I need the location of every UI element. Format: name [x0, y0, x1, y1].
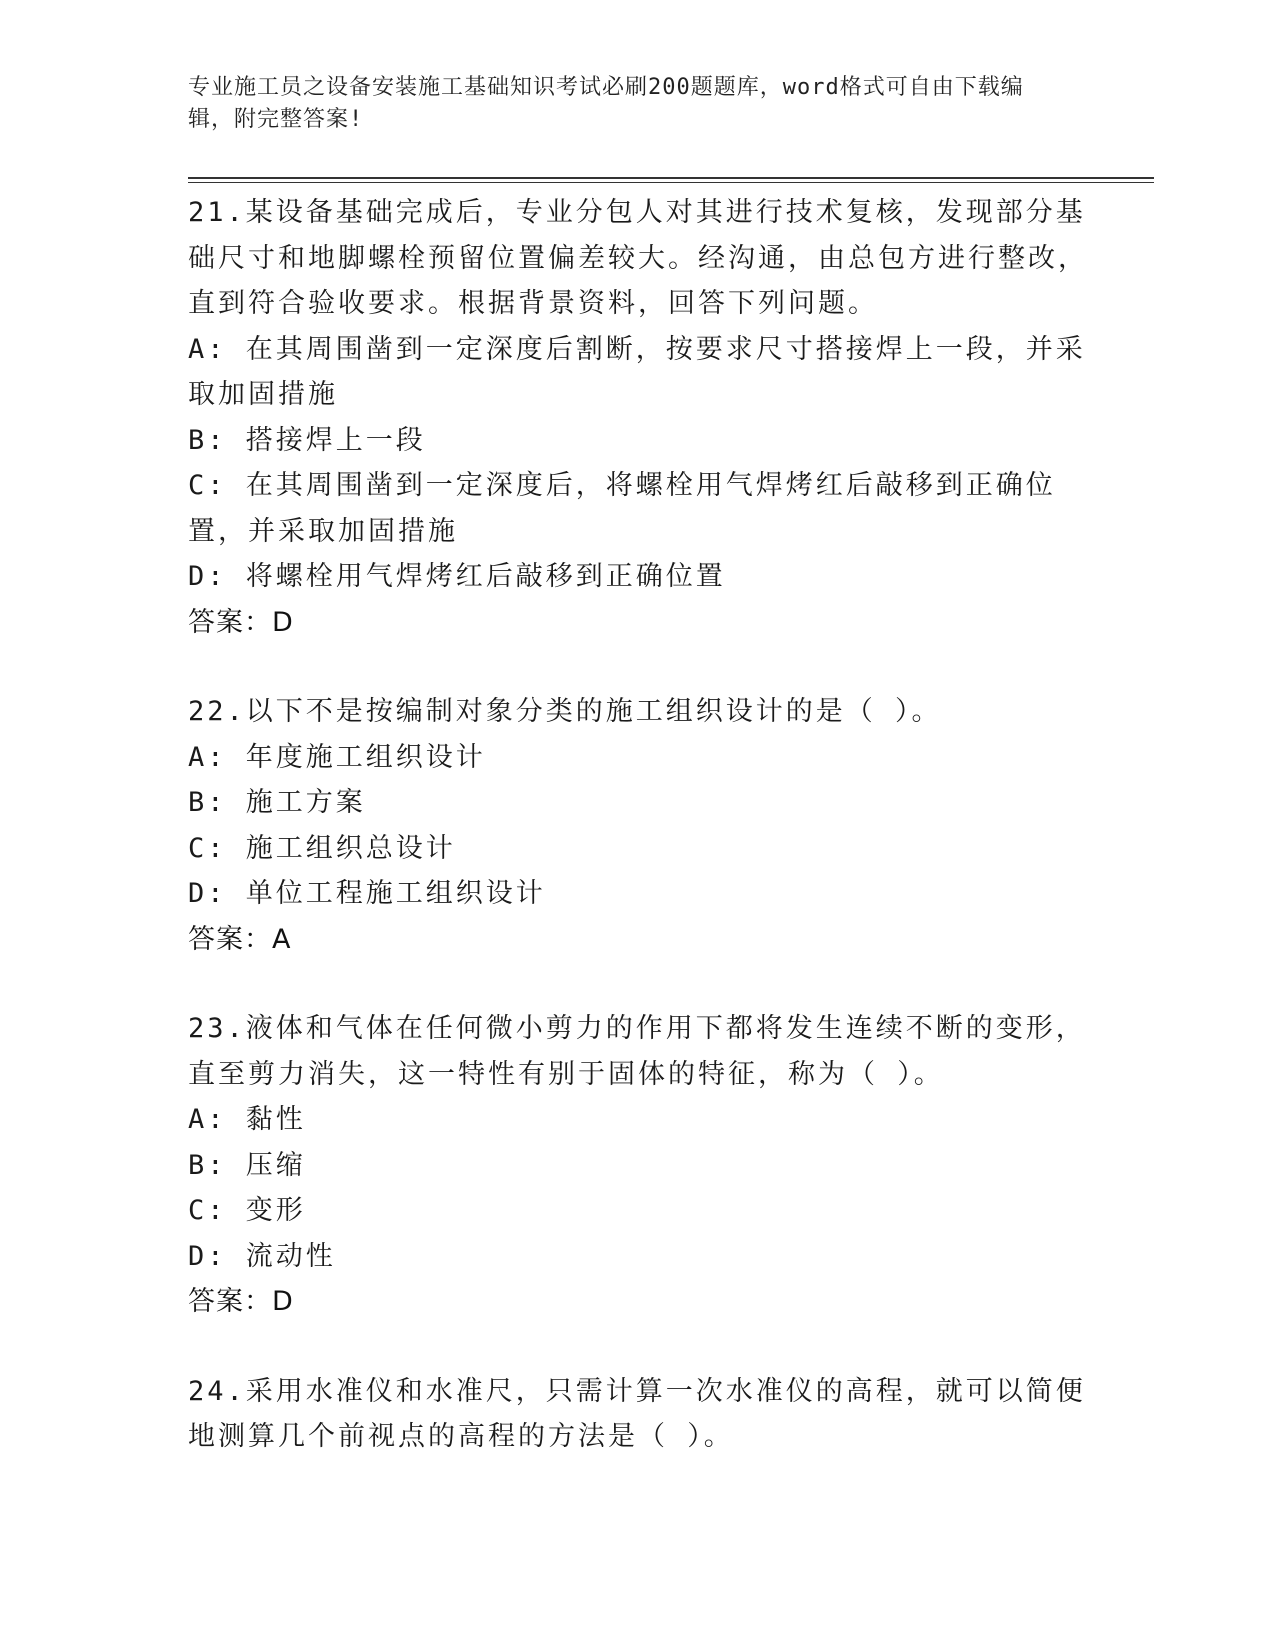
- option-d: D: 流动性: [188, 1240, 336, 1272]
- question-stem: 22.以下不是按编制对象分类的施工组织设计的是（ ）。: [188, 696, 942, 727]
- option-a: A: 年度施工组织设计: [188, 741, 486, 773]
- answer-line: 答案：D: [188, 606, 294, 638]
- option-b: B: 施工方案: [188, 787, 366, 818]
- question-stem: 24.采用水准仪和水准尺，只需计算一次水准仪的高程，就可以简便地测算几个前视点的高程的方法是（ ）。: [188, 1375, 1086, 1452]
- question-24: [188, 1369, 1088, 1460]
- option-d: D: 将螺栓用气焊烤红后敲移到正确位置: [188, 561, 726, 592]
- option-b: B: 搭接焊上一段: [188, 424, 426, 456]
- document-header: 专业施工员之设备安装施工基础知识考试必刷200题题库，word格式可自由下载编辑，附完整答案!: [188, 75, 1024, 132]
- option-c: C: 施工组织总设计: [188, 832, 456, 864]
- option-c: C: 在其周围凿到一定深度后，将螺栓用气焊烤红后敲移到正确位置，并采取加固措施: [188, 470, 1056, 547]
- answer-line: 答案：D: [188, 1286, 294, 1317]
- header-divider-thick: [188, 177, 1154, 179]
- question-22: [188, 689, 1088, 962]
- question-list: [188, 190, 1088, 1504]
- header-divider-thin: [188, 182, 1154, 183]
- answer-line: 答案：A: [188, 923, 292, 955]
- option-b: B: 压缩: [188, 1149, 306, 1181]
- question-stem: 23.液体和气体在任何微小剪力的作用下都将发生连续不断的变形，直至剪力消失，这一特性有别于固体的特征，称为（ ）。: [188, 1013, 1086, 1090]
- option-d: D: 单位工程施工组织设计: [188, 878, 546, 909]
- option-a: A: 在其周围凿到一定深度后割断，按要求尺寸搭接焊上一段，并采取加固措施: [188, 333, 1086, 410]
- question-stem: 21.某设备基础完成后，专业分包人对其进行技术复核，发现部分基础尺寸和地脚螺栓预留位置偏差较大。经沟通，由总包方进行整改，直到符合验收要求。根据背景资料，回答下列问题。: [188, 197, 1088, 319]
- question-23: [188, 1006, 1088, 1325]
- option-a: A: 黏性: [188, 1104, 306, 1135]
- option-c: C: 变形: [188, 1195, 306, 1226]
- question-21: [188, 190, 1088, 645]
